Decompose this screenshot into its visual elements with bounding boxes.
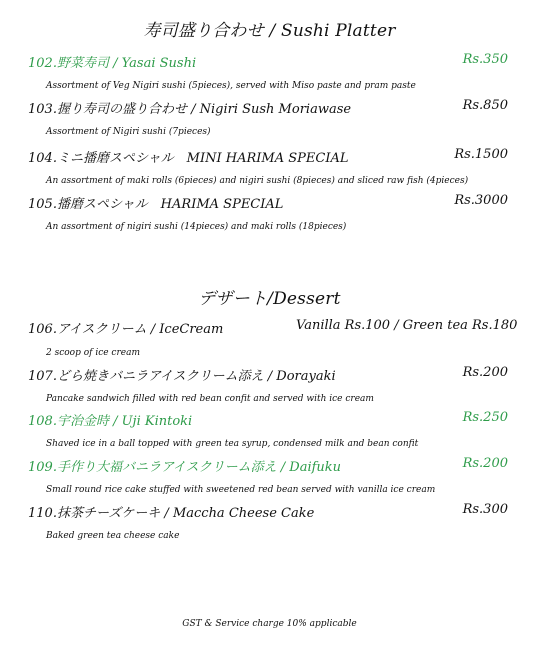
item-name: 109.手作り大福バニラアイスクリーム添え / Daifuku — [28, 460, 342, 475]
menu-item-107 — [28, 365, 508, 383]
menu-item-110 — [28, 502, 508, 520]
item-name: 105.播磨スペシャル HARIMA SPECIAL — [28, 197, 284, 212]
item-price: Rs.3000 — [454, 193, 508, 208]
item-name: 107.どら焼きバニラアイスクリーム添え / Dorayaki — [28, 369, 336, 384]
item-description: Small round rice cake stuffed with sweetened red bean served with vanilla ice cream — [46, 485, 436, 495]
item-price: Rs.300 — [462, 502, 508, 517]
menu-item-104 — [28, 147, 508, 165]
item-description: Assortment of Veg Nigiri sushi (5pieces), served with Miso paste and pram paste — [46, 81, 416, 91]
footer-note: GST & Service charge 10% applicable — [182, 619, 357, 629]
item-description: Pancake sandwich filled with red bean confit and served with ice cream — [46, 394, 374, 404]
menu-item-103 — [28, 98, 508, 116]
item-description: Assortment of Nigiri sushi (7pieces) — [46, 127, 211, 137]
item-price: Rs.350 — [462, 52, 508, 67]
item-description: Shaved ice in a ball topped with green tea syrup, condensed milk and bean confit — [46, 439, 419, 449]
item-price: Rs.200 — [462, 365, 508, 380]
item-name: 103.握り寿司の盛り合わせ / Nigiri Sush Moriawase — [28, 102, 352, 117]
item-price: Rs.1500 — [454, 147, 508, 162]
item-description: An assortment of maki rolls (6pieces) and nigiri sushi (8pieces) and sliced raw fish (4pieces) — [46, 176, 469, 186]
item-description: An assortment of nigiri sushi (14pieces) and maki rolls (18pieces) — [46, 222, 347, 232]
menu-item-102 — [28, 52, 508, 70]
dessert-section-title: デザート/Dessert — [198, 289, 341, 309]
item-name: 108.宇治金時 / Uji Kintoki — [28, 414, 193, 429]
menu-item-105 — [28, 193, 508, 211]
item-name: 104.ミニ播磨スペシャル MINI HARIMA SPECIAL — [28, 151, 349, 166]
item-price: Rs.200 — [462, 456, 508, 471]
item-price: Rs.250 — [462, 410, 508, 425]
menu-item-109 — [28, 456, 508, 474]
item-name: 110.抹茶チーズケーキ / Maccha Cheese Cake — [28, 506, 315, 521]
item-name: 106.アイスクリーム / IceCream — [28, 322, 224, 337]
item-name: 102.野菜寿司 / Yasai Sushi — [28, 56, 197, 71]
item-description: 2 scoop of ice cream — [46, 348, 140, 358]
menu-item-108 — [28, 410, 508, 428]
sushi-section-title: 寿司盛り合わせ / Sushi Platter — [143, 21, 396, 41]
item-price: Rs.850 — [462, 98, 508, 113]
menu-item-106 — [28, 318, 518, 337]
item-description: Baked green tea cheese cake — [46, 531, 180, 541]
item-price: Vanilla Rs.100 / Green tea Rs.180 — [296, 318, 518, 333]
